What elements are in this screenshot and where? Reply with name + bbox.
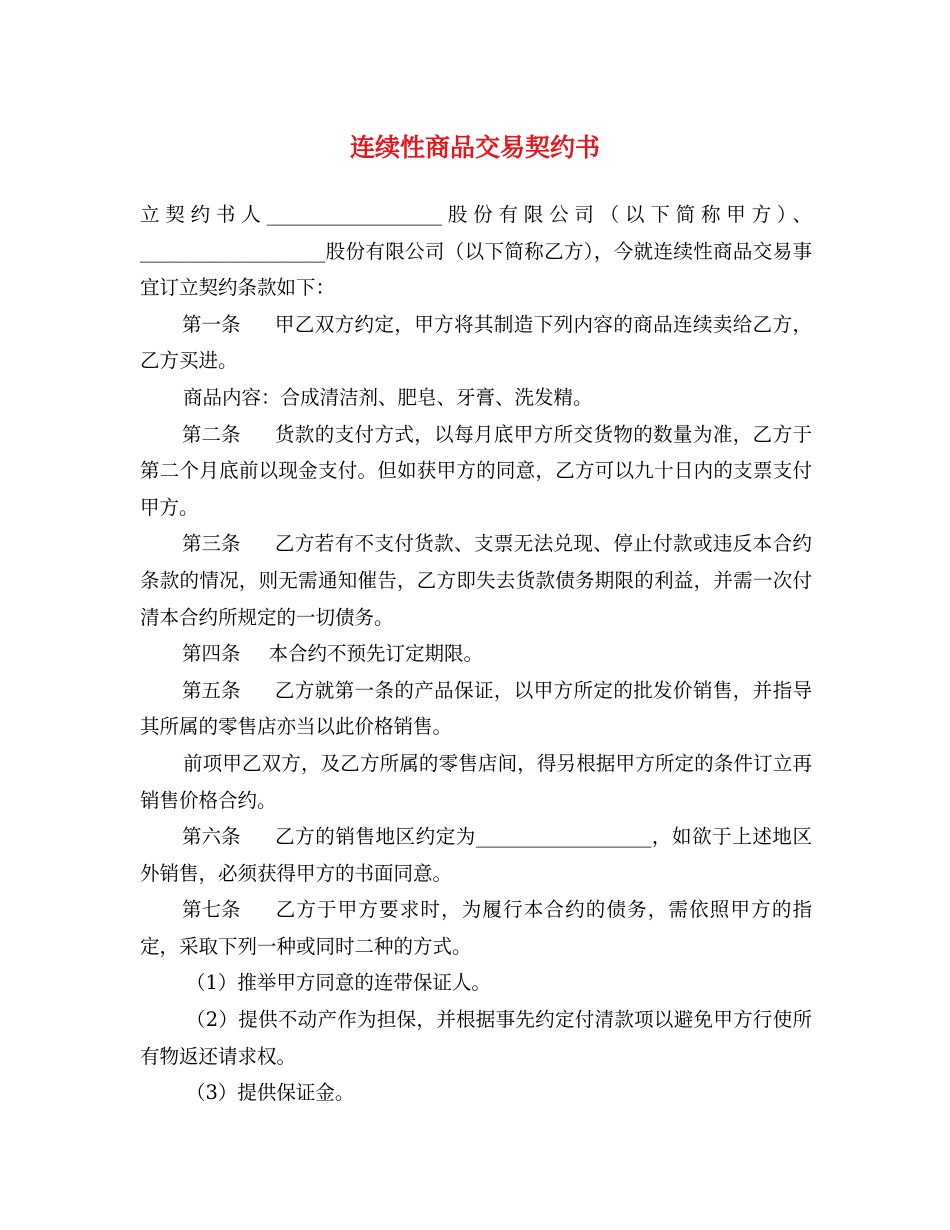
document-body xyxy=(140,197,812,1112)
article-4-text: 本合约不预先订定期限。 xyxy=(268,642,484,666)
document-title: 连续性商品交易契约书 xyxy=(349,133,600,162)
article-7-paragraph xyxy=(140,892,812,965)
article-1-text: 甲乙双方约定，甲方将其制造下列内容的商品连续卖给乙方，乙方买进。 xyxy=(140,312,812,373)
preamble-text-3: 股份有限公司（以下简称乙方），今就连续性商品交易事宜订立契约条款如下： xyxy=(140,239,812,300)
article-3-text: 乙方若有不支付货款、支票无法兑现、停止付款或违反本合约条款的情况，则无需通知催告，乙方即失去货款债务期限的利益，并需一次付清本合约所规定的一切债务。 xyxy=(140,532,812,629)
article-3-paragraph xyxy=(140,526,812,636)
article-6-paragraph xyxy=(140,819,812,892)
article-5-text: 乙方就第一条的产品保证，以甲方所定的批发价销售，并指导其所属的零售店亦当以此价格销售。 xyxy=(140,678,812,739)
article-5-label: 第五条 xyxy=(182,678,241,702)
article-2-paragraph xyxy=(140,417,812,527)
article-1-label: 第一条 xyxy=(182,312,241,336)
article-3-label: 第三条 xyxy=(182,532,241,556)
article-4-label: 第四条 xyxy=(182,642,241,666)
article-4-paragraph xyxy=(140,636,812,673)
article-1-paragraph xyxy=(140,307,812,380)
article-7-text: 乙方于甲方要求时，为履行本合约的债务，需依照甲方的指定，采取下列一种或同时二种的方式。 xyxy=(140,898,812,958)
article-7-label: 第七条 xyxy=(182,898,241,922)
article-5-paragraph-2: 前项甲乙双方，及乙方所属的零售店间，得另根据甲方所定的条件订立再销售价格合约。 xyxy=(140,751,812,812)
party-a-name-blank: __________________ xyxy=(266,203,443,226)
item-3-paragraph: （3）提供保证金。 xyxy=(186,1081,355,1105)
item-2-paragraph: （2）提供不动产作为担保，并根据事先约定付清款项以避免甲方行使所有物返还请求权。 xyxy=(140,1008,812,1068)
article-2-text: 货款的支付方式，以每月底甲方所交货物的数量为准，乙方于第二个月底前以现金支付。但如获甲方的同意，乙方可以九十日内的支票支付甲方。 xyxy=(140,422,812,519)
article-2-label: 第二条 xyxy=(182,422,241,446)
article-6-text-before: 乙方的销售地区约定为 xyxy=(274,825,476,849)
article-6-text-after: ，如欲于上述地区外销售，必须获得甲方的书面同意。 xyxy=(140,825,812,885)
article-6-label: 第六条 xyxy=(182,825,241,849)
preamble-text-2: 股份有限公司（以下简称甲方）、 xyxy=(442,203,812,226)
sales-region-blank: __________________ xyxy=(475,825,652,849)
preamble-paragraph xyxy=(140,197,812,307)
article-5-paragraph xyxy=(140,673,812,746)
party-b-name-blank: ___________________ xyxy=(140,239,326,263)
goods-content-paragraph: 商品内容：合成清洁剂、肥皂、牙膏、洗发精。 xyxy=(183,385,593,409)
preamble-text-1: 立契约书人 xyxy=(140,203,267,226)
item-1-paragraph: （1）推举甲方同意的连带保证人。 xyxy=(186,971,491,995)
